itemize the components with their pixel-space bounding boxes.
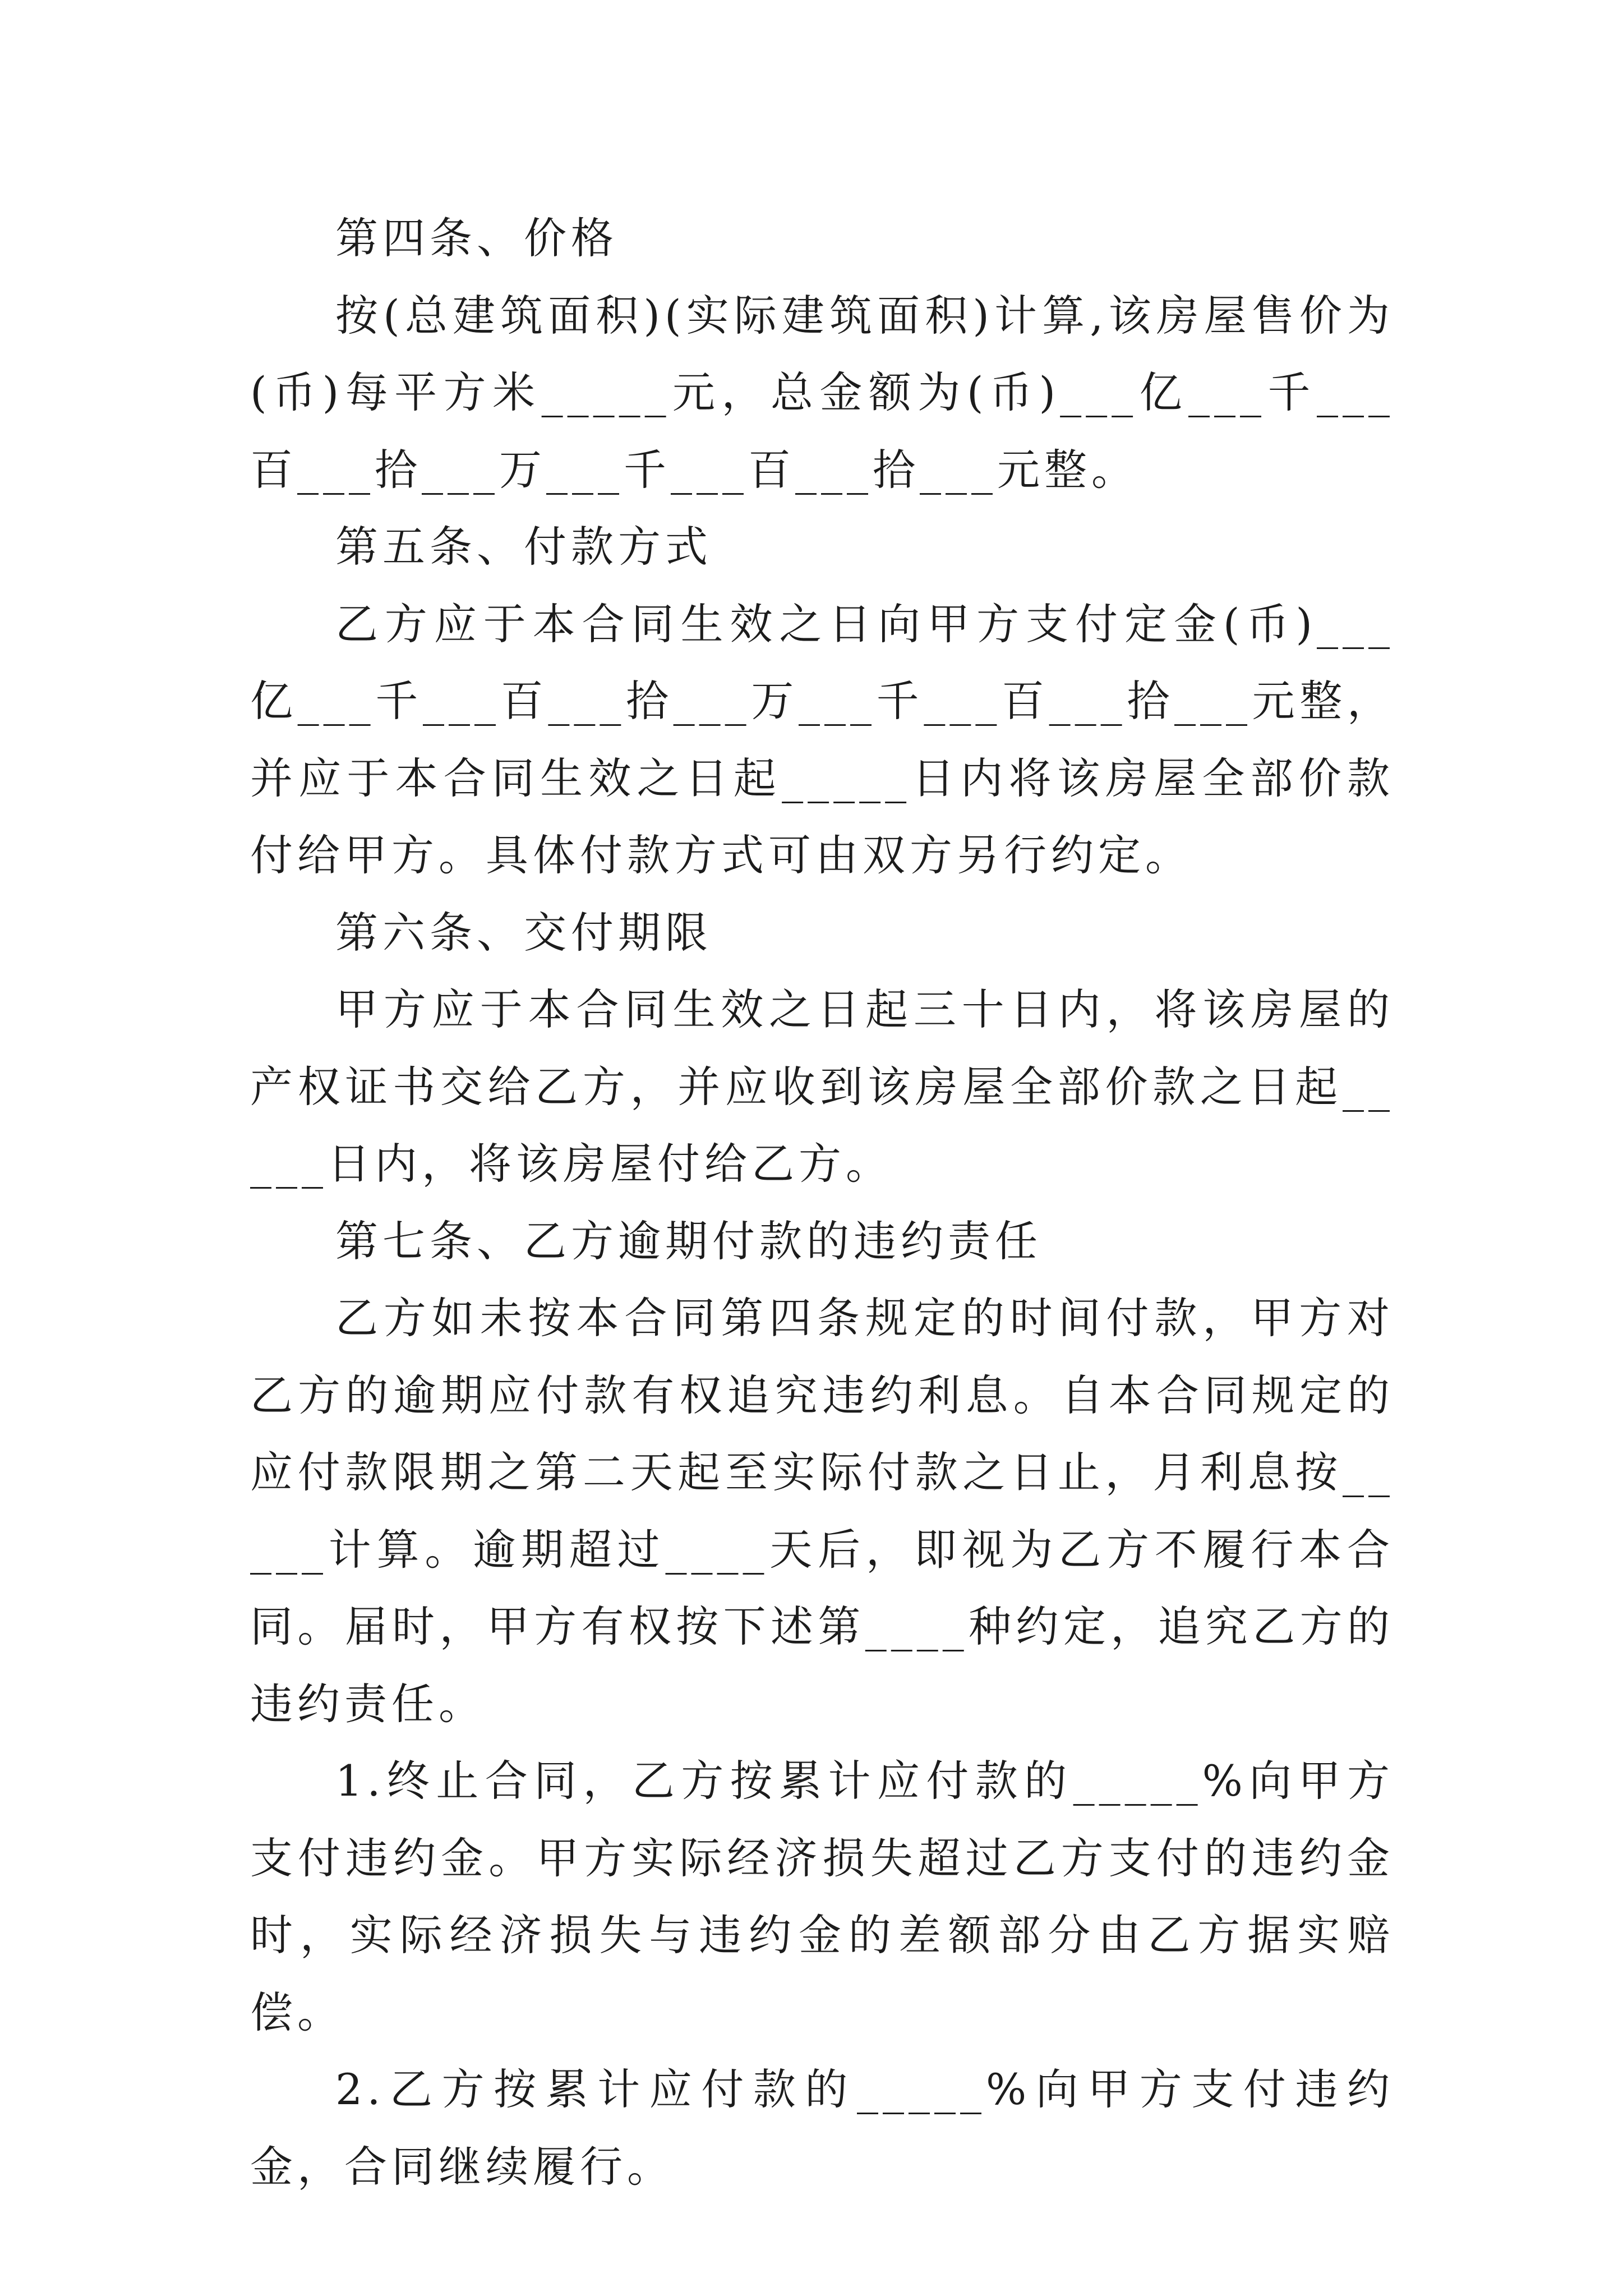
article-5-heading: 第五条、付款方式 <box>335 522 712 572</box>
article-4-price-clause: 按(总建筑面积)(实际建筑面积)计算,该房屋售价为(币)每平方米_____元，总金额为(币)___亿___千___百___拾___万___千___百___拾___元整。 <box>250 290 1394 495</box>
article-6-delivery-clause: 甲方应于本合同生效之日起三十日内，将该房屋的产权证书交给乙方，并应收到该房屋全部价款之日起_____日内，将该房屋付给乙方。 <box>250 984 1394 1189</box>
article-7-heading: 第七条、乙方逾期付款的违约责任 <box>335 1216 1042 1266</box>
article-7-option-2: 2.乙方按累计应付款的_____%向甲方支付违约金，合同继续履行。 <box>250 2064 1394 2192</box>
article-7-liability-clause: 乙方如未按本合同第四条规定的时间付款，甲方对乙方的逾期应付款有权追究违约利息。自本合同规定的应付款限期之第二天起至实际付款之日止，月利息按_____计算。逾期超过____天后，即视为乙方不履行本合同。届时，甲方有权按下述第____种约定，追究乙方的违约责任。 <box>250 1293 1394 1729</box>
article-7-option-1: 1.终止合同，乙方按累计应付款的_____%向甲方支付违约金。甲方实际经济损失超过乙方支付的违约金时，实际经济损失与违约金的差额部分由乙方据实赔偿。 <box>250 1756 1394 2037</box>
contract-body <box>250 200 1394 2205</box>
article-4-heading: 第四条、价格 <box>335 213 618 263</box>
article-6-heading: 第六条、交付期限 <box>335 907 712 958</box>
article-5-payment-clause: 乙方应于本合同生效之日向甲方支付定金(币)___亿___千___百___拾___万___千___百___拾___元整，并应于本合同生效之日起_____日内将该房屋全部价款付给甲方。具体付款方式可由双方另行约定。 <box>250 599 1394 880</box>
